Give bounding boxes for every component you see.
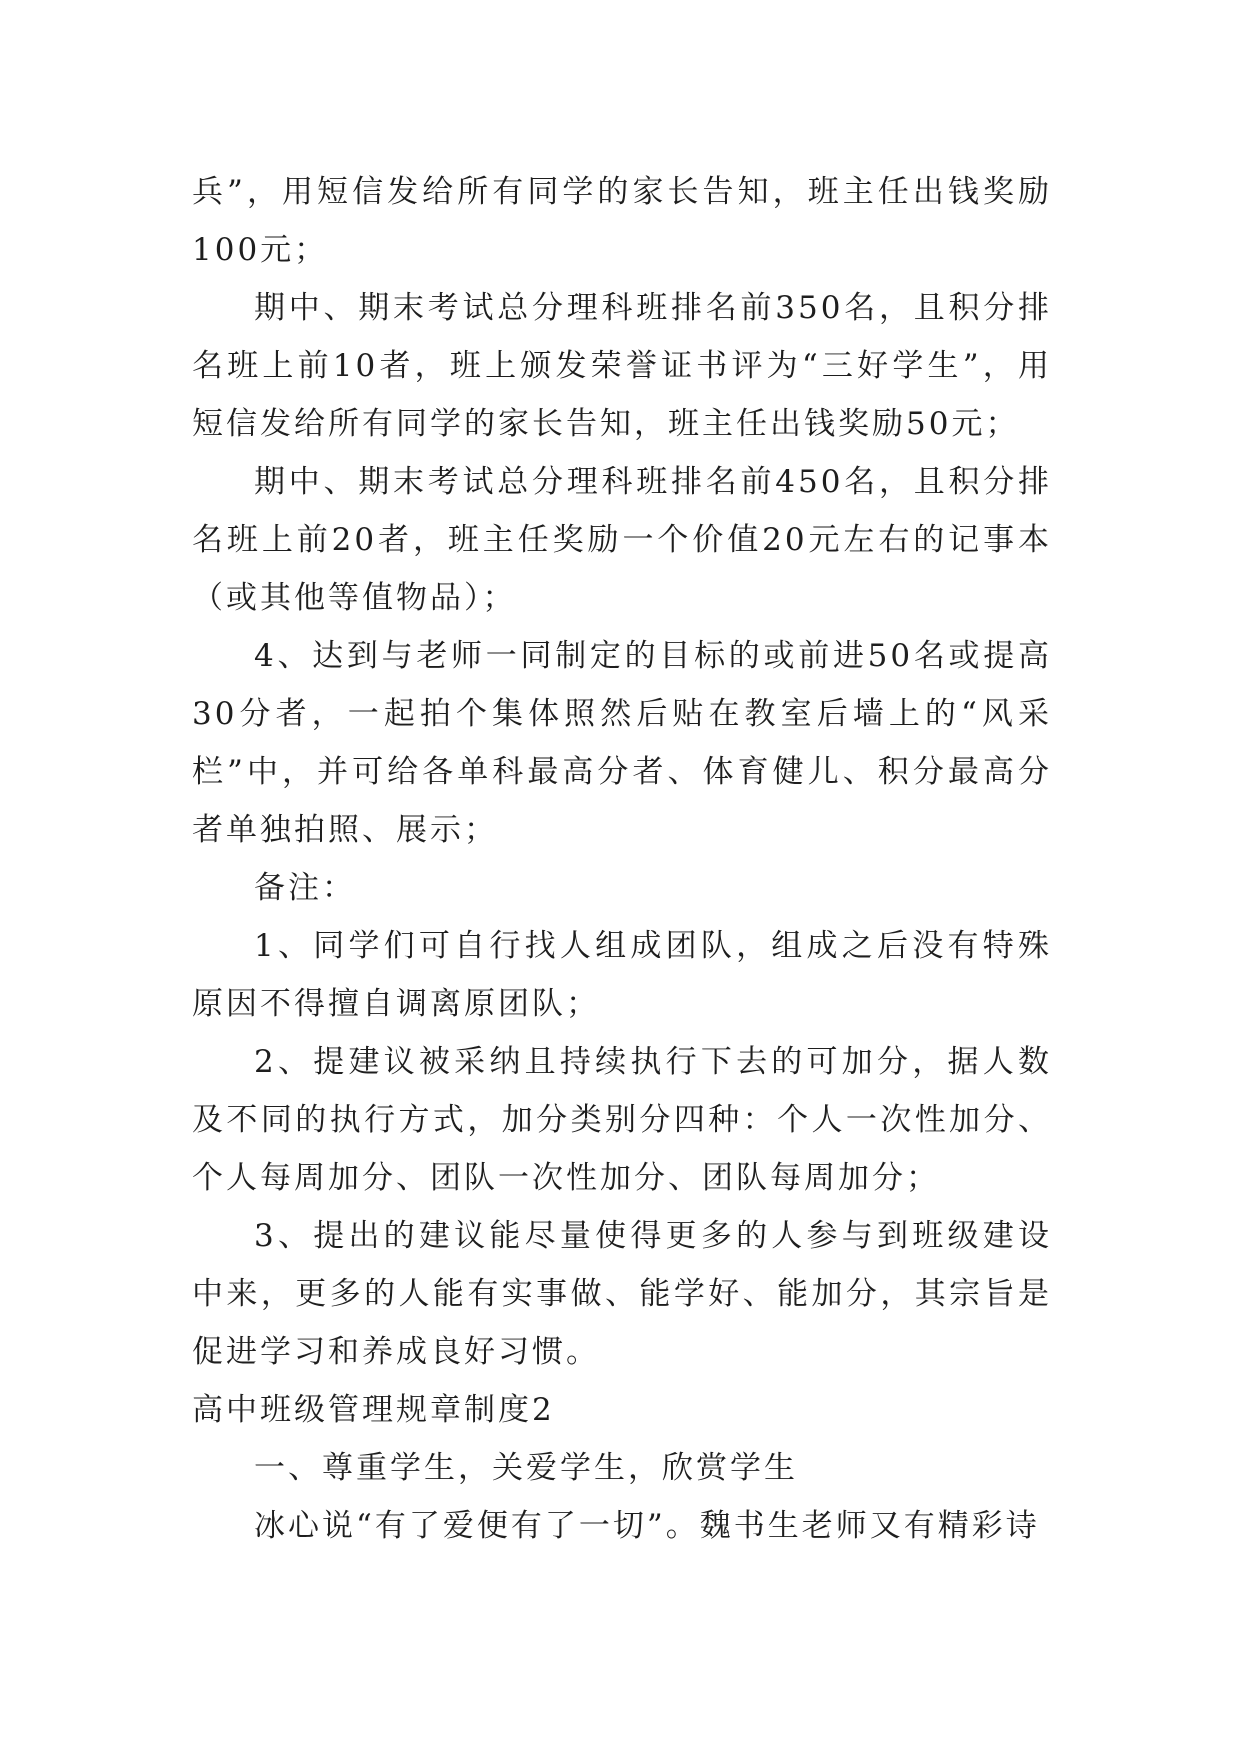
document-body <box>192 163 1052 1555</box>
paragraph: 期中、期末考试总分理科班排名前450名，且积分排名班上前20者，班主任奖励一个价值20元左右的记事本（或其他等值物品）； <box>192 464 1052 616</box>
paragraph: 1、同学们可自行找人组成团队，组成之后没有特殊原因不得擅自调离原团队； <box>192 928 1052 1022</box>
paragraph: 3、提出的建议能尽量使得更多的人参与到班级建设中来，更多的人能有实事做、能学好、能加分，其宗旨是促进学习和养成良好习惯。 <box>192 1218 1052 1370</box>
note-label: 备注： <box>254 870 356 906</box>
paragraph: 兵”，用短信发给所有同学的家长告知，班主任出钱奖励100元； <box>192 174 1052 268</box>
section-heading: 高中班级管理规章制度2 <box>192 1392 555 1428</box>
paragraph: 4、达到与老师一同制定的目标的或前进50名或提高30分者，一起拍个集体照然后贴在教室后墙上的“风采栏”中，并可给各单科最高分者、体育健儿、积分最高分者单独拍照、展示； <box>192 638 1052 848</box>
paragraph: 冰心说“有了爱便有了一切”。魏书生老师又有精彩诗 <box>254 1508 1040 1544</box>
paragraph: 一、尊重学生，关爱学生，欣赏学生 <box>254 1450 798 1486</box>
paragraph: 期中、期末考试总分理科班排名前350名，且积分排名班上前10者，班上颁发荣誉证书评为“三好学生”，用短信发给所有同学的家长告知，班主任出钱奖励50元； <box>192 290 1052 442</box>
paragraph: 2、提建议被采纳且持续执行下去的可加分，据人数及不同的执行方式，加分类别分四种：个人一次性加分、个人每周加分、团队一次性加分、团队每周加分； <box>192 1044 1052 1196</box>
